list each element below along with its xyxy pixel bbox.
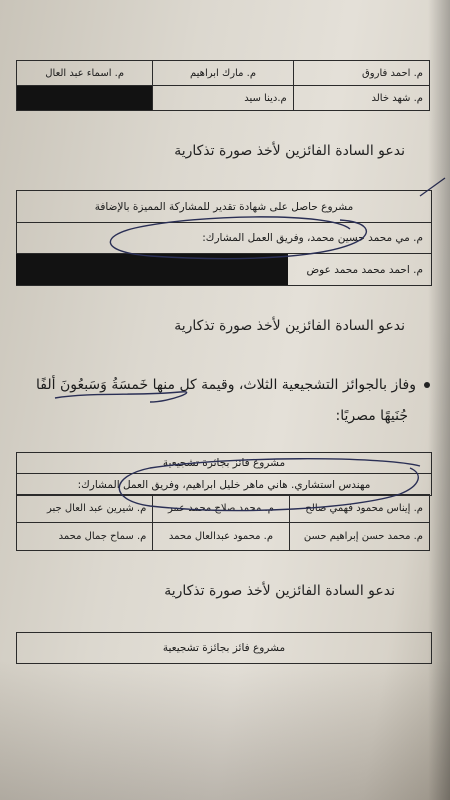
table-cell: م. شيرين عبد العال جبر — [17, 495, 153, 523]
project-title: مشروع فائز بجائزة تشجيعية — [17, 453, 431, 474]
table-cell: م. شهد خالد — [293, 86, 429, 111]
table-cell: م. احمد فاروق — [293, 61, 429, 86]
project-team: م. مي محمد حسين محمد، وفريق العمل المشارك: — [17, 223, 431, 254]
pen-underline — [55, 392, 187, 402]
invite-heading-2: ندعو السادة الفائزين لأخذ صورة تذكارية — [174, 318, 405, 334]
project-team: مهندس استشاري. هاني ماهر خليل ابراهيم، وفريق العمل المشارك: — [77, 478, 371, 491]
table-cell: م. اسماء عبد العال — [17, 61, 153, 86]
pen-oval-1 — [110, 217, 366, 259]
project-title: مشروع فائز بجائزة تشجيعية — [162, 642, 286, 654]
invite-heading-1: ندعو السادة الفائزين لأخذ صورة تذكارية — [174, 143, 405, 159]
table-cell: م. محمود عبدالعال محمد — [153, 523, 289, 551]
pen-oval-2 — [119, 459, 420, 511]
page-edge-shadow — [428, 0, 450, 800]
member-name: م. احمد محمد محمد عوض — [306, 263, 423, 276]
table-cell: م.دينا سيد — [153, 86, 293, 111]
invite-heading-3: ندعو السادة الفائزين لأخذ صورة تذكارية — [164, 583, 395, 599]
paragraph-text: وفاز بالجوائز التشجيعية الثلاث، وقيمة كل منها خَمسَةُ وَسَبعُونَ ألفًا — [35, 377, 416, 393]
table-cell: م. سماح جمال محمد — [17, 523, 153, 551]
table-cell: م. محمد حسن إبراهيم حسن — [289, 523, 429, 551]
project-title: مشروع حاصل على شهادة تقدير للمشاركة المميزة بالإضافة — [17, 191, 431, 223]
bullet-paragraph-line-2: جُنَيهًا مصريًا: — [335, 408, 408, 424]
table-cell: م. محمد صلاح محمد عمر — [153, 495, 289, 523]
table-cell: م. إيناس محمود فهمي صالح — [289, 495, 429, 523]
table-cell: م. مارك ابراهيم — [153, 61, 293, 86]
page-shadow — [0, 660, 450, 800]
